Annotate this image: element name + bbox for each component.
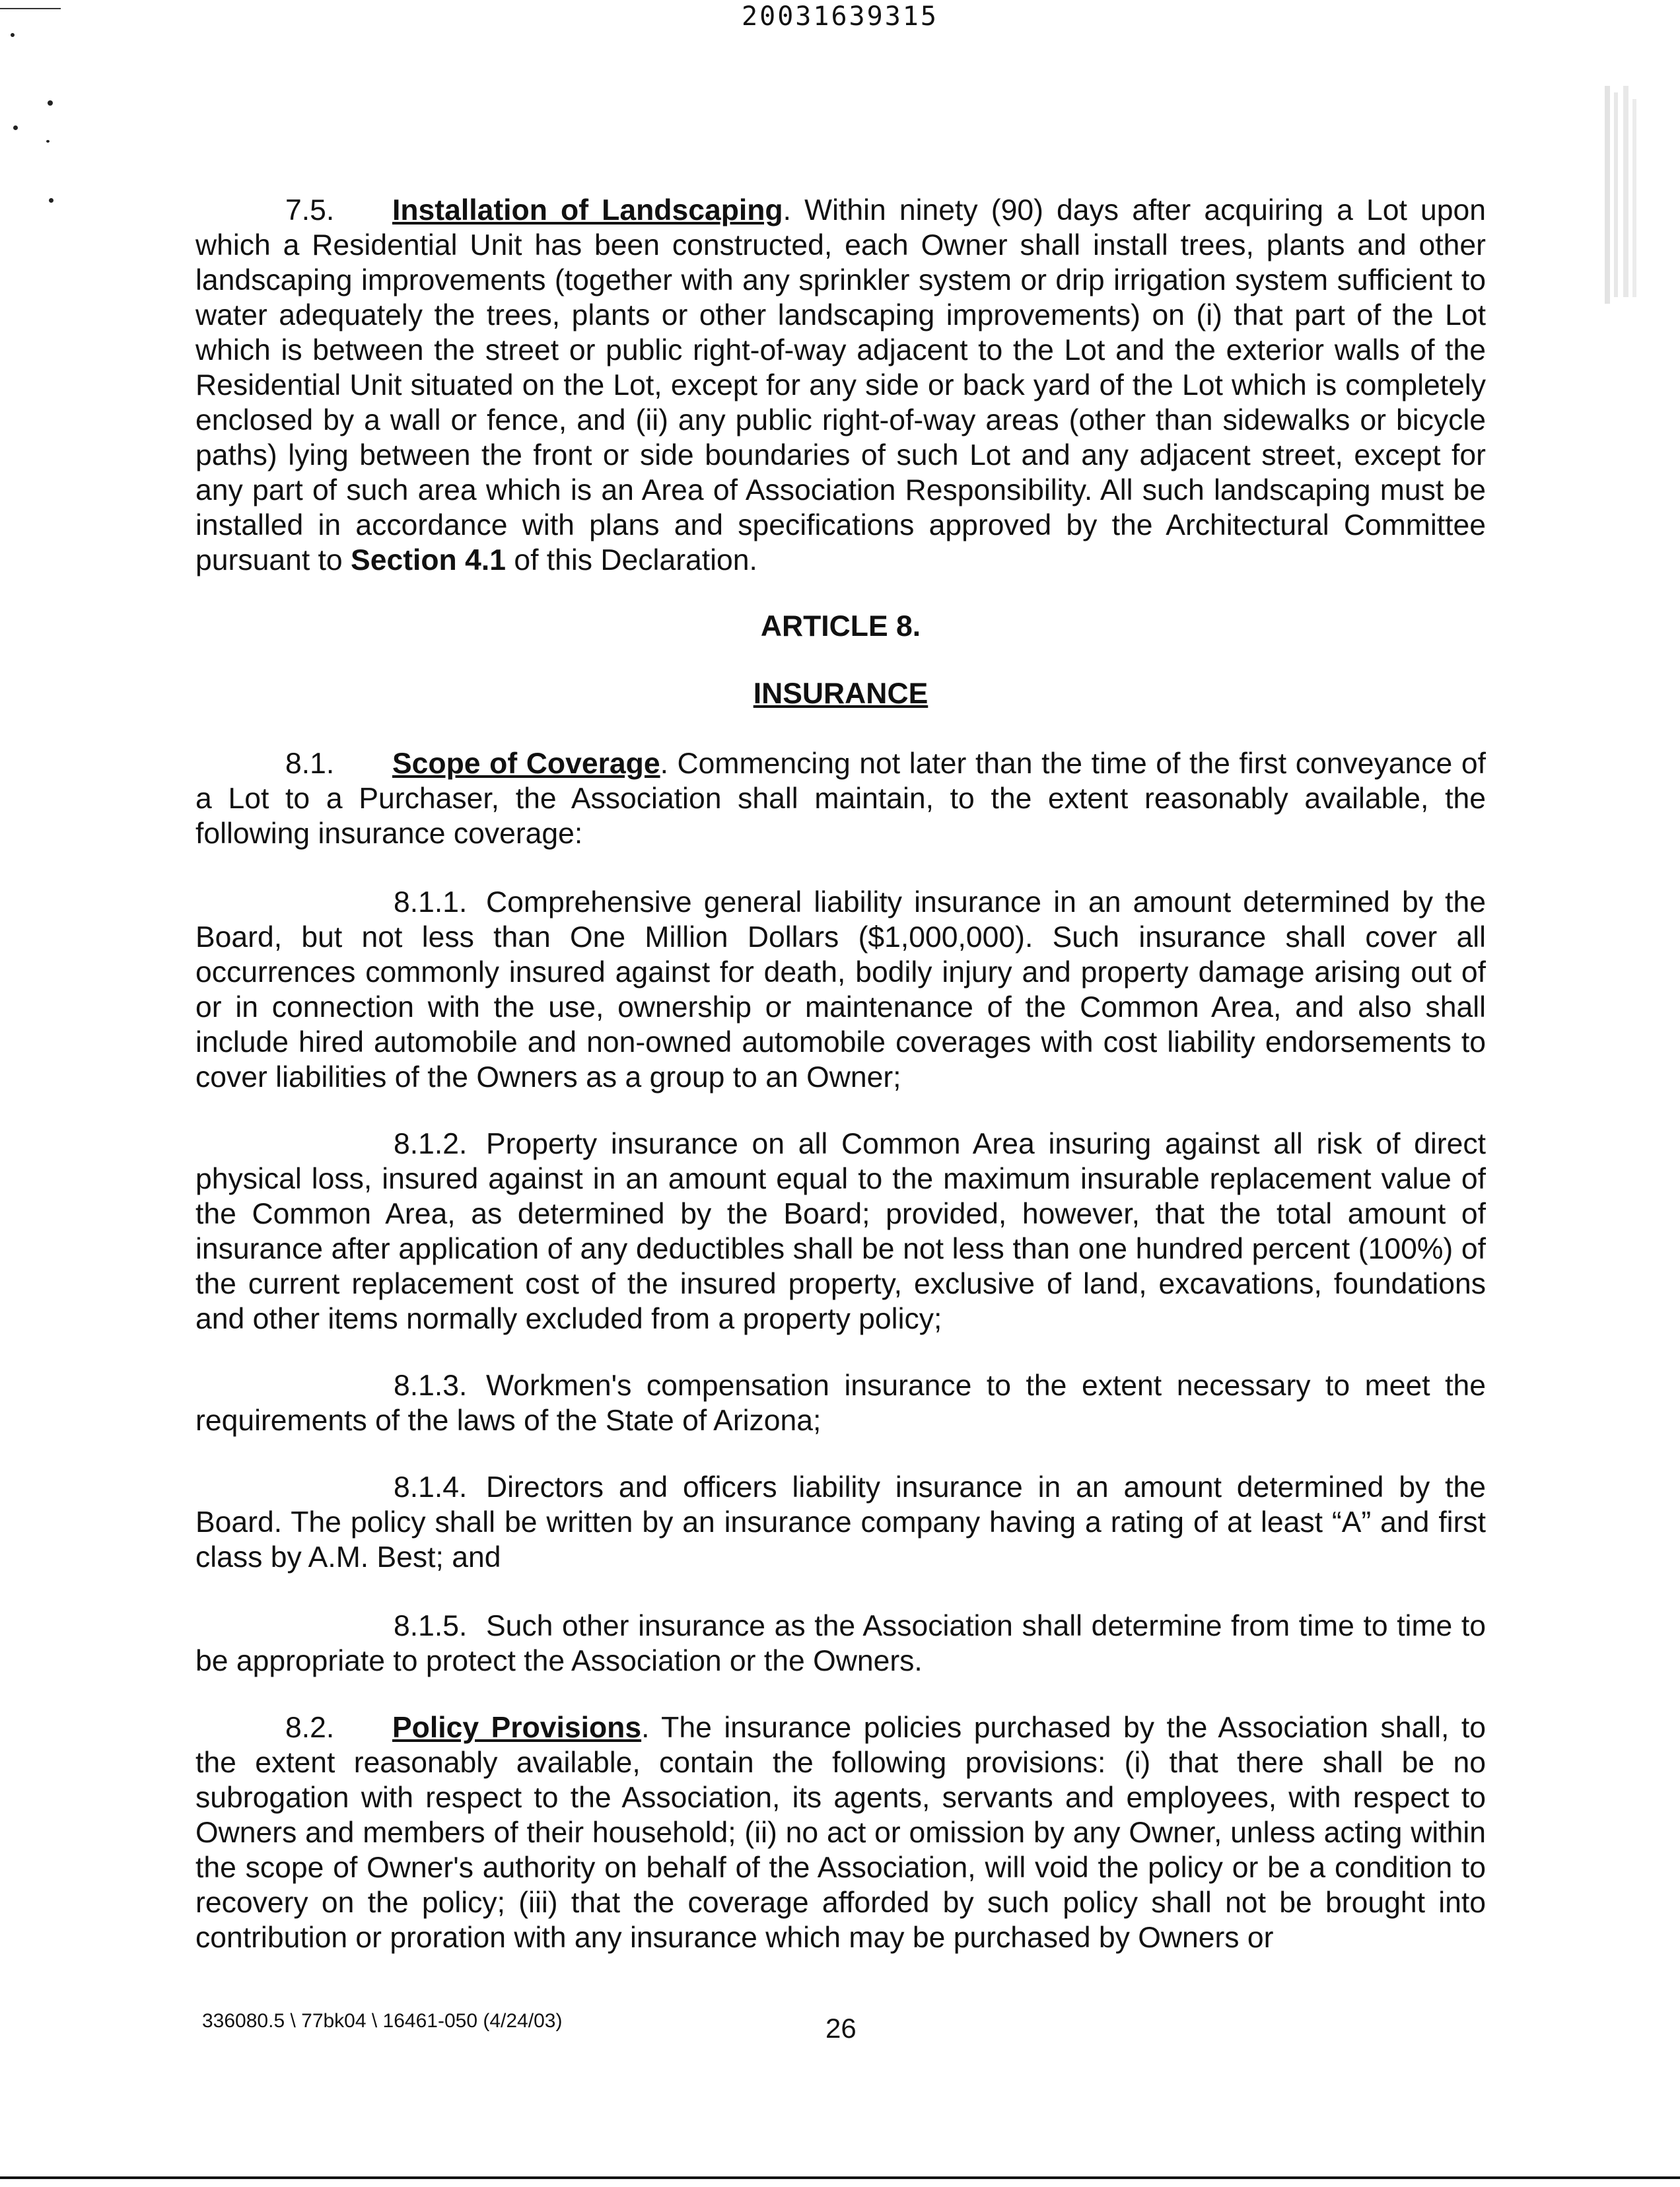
subsection-8-1-5 (195, 1609, 1486, 1679)
page-number: 26 (825, 2013, 857, 2044)
subsection-text: Property insurance on all Common Area insuring against all risk of direct physical loss, insured against in an amount equal to the maximum insurable replacement value of the Common Area, as determined by the Board; provided, however, that the total amount of insurance after application of any deductibles shall be not less than one hundred percent (100%) of the current replacement cost of the insured property, exclusive of land, excavations, foundations and other items normally excluded from a property policy; (195, 1128, 1486, 1335)
section-8-2-heading: Policy Provisions (392, 1712, 642, 1744)
subsection-number: 8.1.5. (394, 1610, 468, 1642)
subsection-paragraph (195, 1127, 1486, 1336)
subsection-8-1-4 (195, 1470, 1486, 1575)
scan-speck (11, 33, 15, 37)
scan-speck (13, 125, 18, 130)
subsection-text: Such other insurance as the Association shall determine from time to time to be appropriate to protect the Association or the Owners. (195, 1610, 1486, 1677)
subsection-number: 8.1.1. (394, 886, 468, 919)
article-subtitle: INSURANCE (753, 677, 928, 710)
section-7-5-paragraph (195, 193, 1486, 578)
subsection-paragraph (195, 1470, 1486, 1575)
section-8-1-paragraph (195, 746, 1486, 851)
subsection-paragraph (195, 885, 1486, 1095)
subsection-number: 8.1.3. (394, 1370, 468, 1402)
scan-speck (48, 100, 53, 106)
section-8-1-heading: Scope of Coverage (392, 747, 660, 780)
scan-speck (46, 140, 50, 143)
subsection-number: 8.1.4. (394, 1471, 468, 1504)
section-7-5-text-a: . Within ninety (90) days after acquiring a Lot upon which a Residential Unit has been constructed, each Owner shall install trees, plants and other landscaping improvements (together with any sprinkler system or drip irrigation system sufficient to water adequately the trees, plants or other landscaping improvements) on (i) that part of the Lot which is between the street or public right-of-way adjacent to the Lot and the exterior walls of the Residential Unit situated on the Lot, except for any side or back yard of the Lot which is completely enclosed by a wall or fence, and (ii) any public right-of-way areas (other than sidewalks or bicycle paths) lying between the front or side boundaries of such Lot and any adjacent street, except for any part of such area which is an Area of Association Responsibility. All such landscaping must be installed in accordance with plans and specifications approved by the Architectural Committee pursuant to (195, 194, 1486, 576)
section-4-1-reference: Section 4.1 (351, 544, 506, 576)
section-7-5-text-b: of this Declaration. (505, 544, 757, 576)
section-8-2-number: 8.2. (285, 1712, 335, 1744)
section-8-2-paragraph (195, 1710, 1486, 1955)
section-7-5-number: 7.5. (285, 194, 335, 226)
footer-document-reference: 336080.5 \ 77bk04 \ 16461-050 (4/24/03) (202, 2010, 563, 2032)
subsection-8-1-1 (195, 885, 1486, 1095)
section-8-2 (195, 1710, 1486, 1955)
subsection-text: Directors and officers liability insurance in an amount determined by the Board. The policy shall be written by an insurance company having a rating of at least “A” and first class by A.M. Best; and (195, 1471, 1486, 1574)
subsection-text: Comprehensive general liability insurance in an amount determined by the Board, but not less than One Million Dollars ($1,000,000). Such insurance shall cover all occurrences commonly insured against for death, bodily injury and property damage arising out of or in connection with the use, ownership or maintenance of the Common Area, and also shall include hired automobile and non-owned automobile coverages with cost liability endorsements to cover liabilities of the Owners as a group to an Owner; (195, 886, 1486, 1094)
subsection-text: Workmen's compensation insurance to the extent necessary to meet the requirements of the laws of the State of Arizona; (195, 1370, 1486, 1437)
subsection-paragraph (195, 1609, 1486, 1679)
scan-speck (49, 198, 53, 203)
subsection-number: 8.1.2. (394, 1128, 468, 1160)
section-7-5 (195, 193, 1486, 578)
section-8-1-number: 8.1. (285, 747, 335, 780)
document-number: 20031639315 (742, 1, 938, 32)
bottom-rule (0, 2176, 1680, 2179)
section-8-2-text: . The insurance policies purchased by the Association shall, to the extent reasonably available, contain the following provisions: (i) that there shall be no subrogation with respect to the Association, its agents, servants and employees, with respect to Owners and members of their household; (ii) no act or omission by any Owner, unless acting within the scope of Owner's authority on behalf of the Association, will void the policy or be a condition to recovery on the policy; (iii) that the coverage afforded by such policy shall not be brought into contribution or proration with any insurance which may be purchased by Owners or (195, 1712, 1486, 1954)
subsection-8-1-2 (195, 1127, 1486, 1336)
side-stamp-image (1601, 86, 1640, 304)
subsection-8-1-3 (195, 1368, 1486, 1438)
article-title: ARTICLE 8. (760, 610, 921, 642)
section-7-5-heading: Installation of Landscaping (392, 194, 783, 226)
section-8-1 (195, 746, 1486, 851)
subsection-paragraph (195, 1368, 1486, 1438)
section-8-1-text: . Commencing not later than the time of the first conveyance of a Lot to a Purchaser, the Association shall maintain, to the extent reasonably available, the following insurance coverage: (195, 747, 1486, 850)
